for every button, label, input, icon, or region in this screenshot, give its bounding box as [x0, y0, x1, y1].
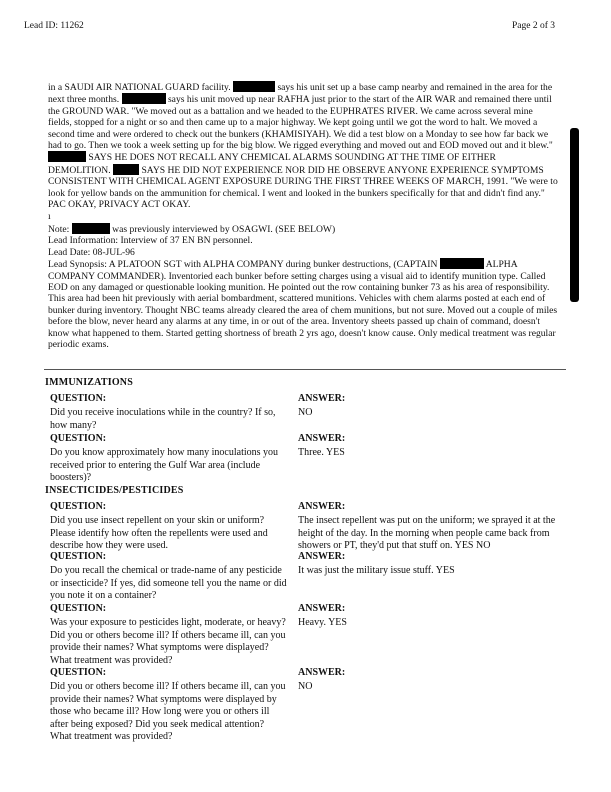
synopsis-text: Lead Synopsis: A PLATOON SGT with ALPHA COMPANY during bunker destructions, (CAPTAIN — [48, 259, 438, 271]
answer-label: ANSWER: — [298, 551, 346, 562]
question-text: Did you receive inoculations while in the country? If so, how many? — [50, 407, 276, 431]
section-divider — [44, 369, 566, 370]
question-label: QUESTION: — [50, 667, 107, 678]
narrative-text: says his unit set up a base camp nearby and remained in the area for the next three months. — [48, 82, 553, 106]
section-title-immunizations: IMMUNIZATIONS — [45, 377, 133, 388]
redaction-box — [122, 93, 166, 104]
answer-label: ANSWER: — [298, 667, 346, 678]
stray-mark: ı — [48, 211, 51, 223]
answer-text: NO — [298, 681, 313, 692]
redaction-box — [72, 223, 110, 234]
narrative-block — [48, 81, 558, 350]
question-text: Do you recall the chemical or trade-name of any pesticide or insecticide? If yes, did someone tell you the name or did you note it on a container? — [50, 565, 287, 602]
question-label: QUESTION: — [50, 501, 107, 512]
note-label: Note: — [48, 223, 70, 235]
section-title-insecticides: INSECTICIDES/PESTICIDES — [45, 485, 184, 496]
answer-label: ANSWER: — [298, 501, 346, 512]
synopsis-text: ALPHA COMPANY COMMANDER). Inventoried each bunker before setting charges using a visual aid to identify munition type. Called EOD on any damaged or questionable looking munition. He pointed out the row containing bunker 73 as his area of responsibility. This area had been hit previously with aerial bombardment, scattered munitions. Vehicles with chem alarms posted at each end of bunker during inventory. Thought NBC teams already cleared the area of chem munitions, but not sure. Moved out a couple of miles before the blow, never heard any alarms at any time, in or out of the area. Inventory sheets passed up chain of command, doesn't know what happened to them. Started getting shortness of breath 2 yrs ago, doesn't know cause. Only medical treatment was regular periodic exams. — [48, 259, 558, 350]
note-text: was previously interviewed by OSAGWI. (SEE BELOW) — [112, 223, 336, 235]
note-line — [48, 223, 558, 235]
question-label: QUESTION: — [50, 393, 107, 404]
lead-date: Lead Date: 08-JUL-96 — [48, 246, 135, 258]
answer-text: The insect repellent was put on the uniform; we sprayed it at the height of the day. In the morning when people came back from showers or PT, they'd put that stuff on. YES NO — [298, 515, 556, 552]
answer-label: ANSWER: — [298, 393, 346, 404]
question-text: Did you or others become ill? If others became ill, can you provide their names? What symptoms were displayed by those who became ill? How long were you or others ill after being exposed? Did you seek medical attention? What treatment was provided? — [50, 681, 286, 743]
question-label: QUESTION: — [50, 551, 107, 562]
lead-information: Lead Information: Interview of 37 EN BN personnel. — [48, 235, 253, 247]
answer-text: It was just the military issue stuff. YES — [298, 565, 455, 576]
margin-change-bar — [570, 128, 579, 302]
redaction-box — [440, 258, 484, 269]
narrative-paragraph — [48, 81, 558, 210]
answer-text: Three. YES — [298, 447, 345, 458]
answer-text: Heavy. YES — [298, 617, 347, 628]
redaction-box — [233, 81, 275, 92]
answer-label: ANSWER: — [298, 603, 346, 614]
redaction-box — [48, 151, 86, 162]
page-number: Page 2 of 3 — [512, 21, 556, 31]
narrative-text: in a SAUDI AIR NATIONAL GUARD facility. — [48, 82, 231, 93]
answer-label: ANSWER: — [298, 433, 346, 444]
question-label: QUESTION: — [50, 603, 107, 614]
narrative-text: SAYS HE DID NOT EXPERIENCE NOR DID HE OBSERVE ANYONE EXPERIENCE SYMPTOMS CONSISTENT WITH CHEMICAL AGENT EXPOSURE DURING THE FIRST THREE WEEKS OF MARCH, 1991. "We were to look for yellow bands on the ammunition for chemical. I went and looked in the bunkers specifically for that and didn't find any." PAC OKAY, PRIVACY ACT OKAY. — [48, 164, 558, 211]
narrative-text: SAYS HE DOES NOT RECALL ANY CHEMICAL ALARMS SOUNDING AT THE TIME OF EITHER DEMOLITION. — [48, 152, 496, 176]
narrative-text: says his unit moved up near RAFHA just prior to the start of the AIR WAR and remained there until the GROUND WAR. "We moved out as a battalion and we headed to the EUPHRATES RIVER. We came across several mine fields, stopped for a night or so and then came up to a major highway. We kept going until we got the word to halt. We moved a second time and were ordered to check out the bunkers (KHAMISIYAH). We did a test blow on a Monday to see how far back we had to go. Then we took a week setting up for the big blow. We rigged everything and moved out and EOD moved out and it blew." — [48, 94, 553, 152]
question-label: QUESTION: — [50, 433, 107, 444]
answer-text: NO — [298, 407, 313, 418]
lead-synopsis — [48, 258, 558, 350]
redaction-box — [113, 164, 139, 175]
question-text: Was your exposure to pesticides light, moderate, or heavy? Did you or others become ill? If others became ill, can you provide their names? What symptoms were displayed? What treatment was provided? — [50, 617, 286, 666]
question-text: Did you use insect repellent on your skin or uniform? Please identify how often the repellents were used and describe how they were used. — [50, 515, 268, 552]
lead-id: Lead ID: 11262 — [24, 21, 84, 31]
question-text: Do you know approximately how many inoculations you received prior to entering the Gulf War area (include boosters)? — [50, 447, 279, 484]
